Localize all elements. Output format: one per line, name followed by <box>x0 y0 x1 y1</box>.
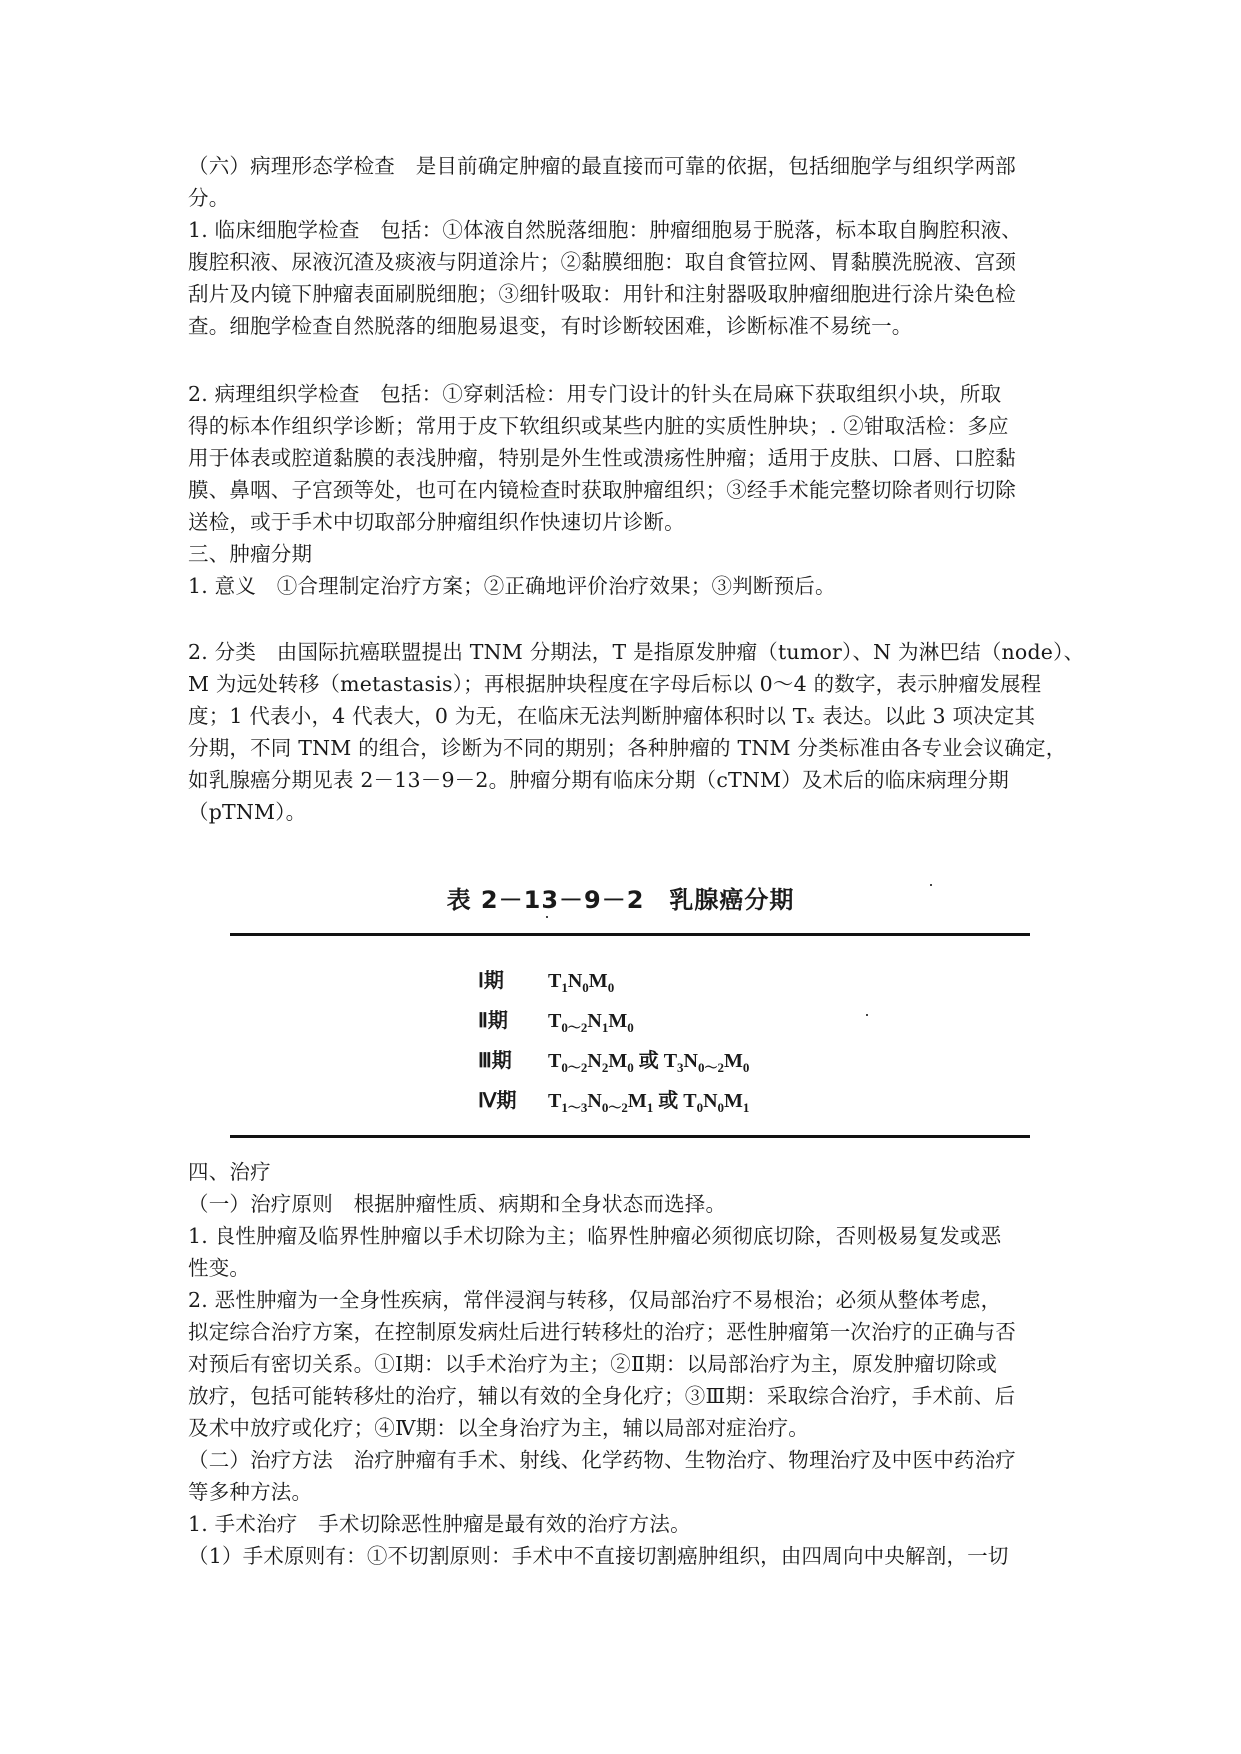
stage-formula: $T_1N_0M_0$ <box>548 970 615 995</box>
text-line: 得的标本作组织学诊断；常用于皮下软组织或某些内脏的实质性肿块；. ②钳取活检：多应 <box>188 414 1009 438</box>
text-line: 1. 手术治疗 手术切除恶性肿瘤是最有效的治疗方法。 <box>188 1512 691 1536</box>
text-line: （pTNM）。 <box>188 800 307 824</box>
text-line: 1. 良性肿瘤及临界性肿瘤以手术切除为主；临界性肿瘤必须彻底切除，否则极易复发或恶 <box>188 1224 1002 1248</box>
text-line: 分期，不同 TNM 的组合，诊断为不同的期别；各种肿瘤的 TNM 分类标准由各专业会议确定， <box>188 736 1067 760</box>
histology-section <box>188 378 1068 602</box>
text-line: 拟定综合治疗方案，在控制原发病灶后进行转移灶的治疗；恶性肿瘤第一次治疗的正确与否 <box>188 1320 1016 1344</box>
stage-formula: $T_{1\sim 3}N_{0\sim 2}M_1$ 或 $T_0N_0M_1$ <box>548 1090 750 1115</box>
text-line: 送检，或于手术中切取部分肿瘤组织作快速切片诊断。 <box>188 510 685 534</box>
treatment-section <box>188 1156 1068 1572</box>
text-line: 及术中放疗或化疗；④Ⅳ期：以全身治疗为主，辅以局部对症治疗。 <box>188 1416 809 1440</box>
table-row <box>478 964 614 996</box>
table-row <box>478 1044 749 1076</box>
text-line: 2. 分类 由国际抗癌联盟提出 TNM 分期法，T 是指原发肿瘤（tumor）、N 为淋巴结（node）、 <box>188 640 1085 664</box>
table-title: 表 2－13－9－2 乳腺癌分期 <box>446 886 795 914</box>
text-line: 性变。 <box>188 1256 251 1280</box>
table-top-rule <box>230 933 1030 936</box>
table-row <box>478 1084 749 1116</box>
stage-label: Ⅳ期 <box>478 1090 517 1112</box>
text-line: 放疗，包括可能转移灶的治疗，辅以有效的全身化疗；③Ⅲ期：采取综合治疗，手术前、后 <box>188 1384 1016 1408</box>
stage-label: Ⅰ期 <box>478 970 504 992</box>
text-line: 1. 意义 ①合理制定治疗方案；②正确地评价治疗效果；③判断预后。 <box>188 574 836 598</box>
scan-speck <box>546 916 548 918</box>
text-line: 膜、鼻咽、子宫颈等处，也可在内镜检查时获取肿瘤组织；③经手术能完整切除者则行切除 <box>188 478 1016 502</box>
text-line: 刮片及内镜下肿瘤表面刷脱细胞；③细针吸取：用针和注射器吸取肿瘤细胞进行涂片染色检 <box>188 282 1016 306</box>
stage-label: Ⅲ期 <box>478 1050 512 1072</box>
text-line: （六）病理形态学检查 是目前确定肿瘤的最直接而可靠的依据，包括细胞学与组织学两部 <box>188 154 1016 178</box>
table-row <box>478 1004 634 1036</box>
text-line: （1）手术原则有：①不切割原则：手术中不直接切割癌肿组织，由四周向中央解剖，一切 <box>188 1544 1009 1568</box>
text-line: 度；1 代表小，4 代表大，0 为无，在临床无法判断肿瘤体积时以 Tₓ 表达。以此 3 项决定其 <box>188 704 1036 728</box>
text-line: 用于体表或腔道黏膜的表浅肿瘤，特别是外生性或溃疡性肿瘤；适用于皮肤、口唇、口腔黏 <box>188 446 1016 470</box>
scan-speck <box>930 884 932 886</box>
text-line: 分。 <box>188 186 230 210</box>
text-line: 等多种方法。 <box>188 1480 313 1504</box>
pathology-section <box>188 150 1068 342</box>
section-heading: 三、肿瘤分期 <box>188 542 313 566</box>
classification-section <box>188 636 1085 828</box>
stage-formula: $T_{0\sim 2}N_2M_0$ 或 $T_3N_{0\sim 2}M_0$ <box>548 1050 750 1075</box>
text-line: （二）治疗方法 治疗肿瘤有手术、射线、化学药物、生物治疗、物理治疗及中医中药治疗 <box>188 1448 1016 1472</box>
stage-formula: $T_{0\sim 2}N_1M_0$ <box>548 1010 634 1035</box>
text-line: 腹腔积液、尿液沉渣及痰液与阴道涂片；②黏膜细胞：取自食管拉网、胃黏膜洗脱液、宫颈 <box>188 250 1016 274</box>
scan-speck <box>866 1014 868 1016</box>
text-line: 如乳腺癌分期见表 2－13－9－2。肿瘤分期有临床分期（cTNM）及术后的临床病理分期 <box>188 768 1009 792</box>
text-line: 查。细胞学检查自然脱落的细胞易退变，有时诊断较困难，诊断标准不易统一。 <box>188 314 913 338</box>
text-line: （一）治疗原则 根据肿瘤性质、病期和全身状态而选择。 <box>188 1192 727 1216</box>
text-line: 2. 恶性肿瘤为一全身性疾病，常伴浸润与转移，仅局部治疗不易根治；必须从整体考虑， <box>188 1288 1002 1312</box>
text-line: 2. 病理组织学检查 包括：①穿刺活检：用专门设计的针头在局麻下获取组织小块，所取 <box>188 382 1002 406</box>
text-line: 对预后有密切关系。①Ⅰ期：以手术治疗为主；②Ⅱ期：以局部治疗为主，原发肿瘤切除或 <box>188 1352 998 1376</box>
text-line: 1. 临床细胞学检查 包括：①体液自然脱落细胞：肿瘤细胞易于脱落，标本取自胸腔积液、 <box>188 218 1022 242</box>
text-line: M 为远处转移（metastasis）；再根据肿块程度在字母后标以 0～4 的数字，表示肿瘤发展程 <box>188 672 1042 696</box>
stage-label: Ⅱ期 <box>478 1010 508 1032</box>
table-bottom-rule <box>230 1135 1030 1138</box>
section-heading: 四、治疗 <box>188 1160 271 1184</box>
